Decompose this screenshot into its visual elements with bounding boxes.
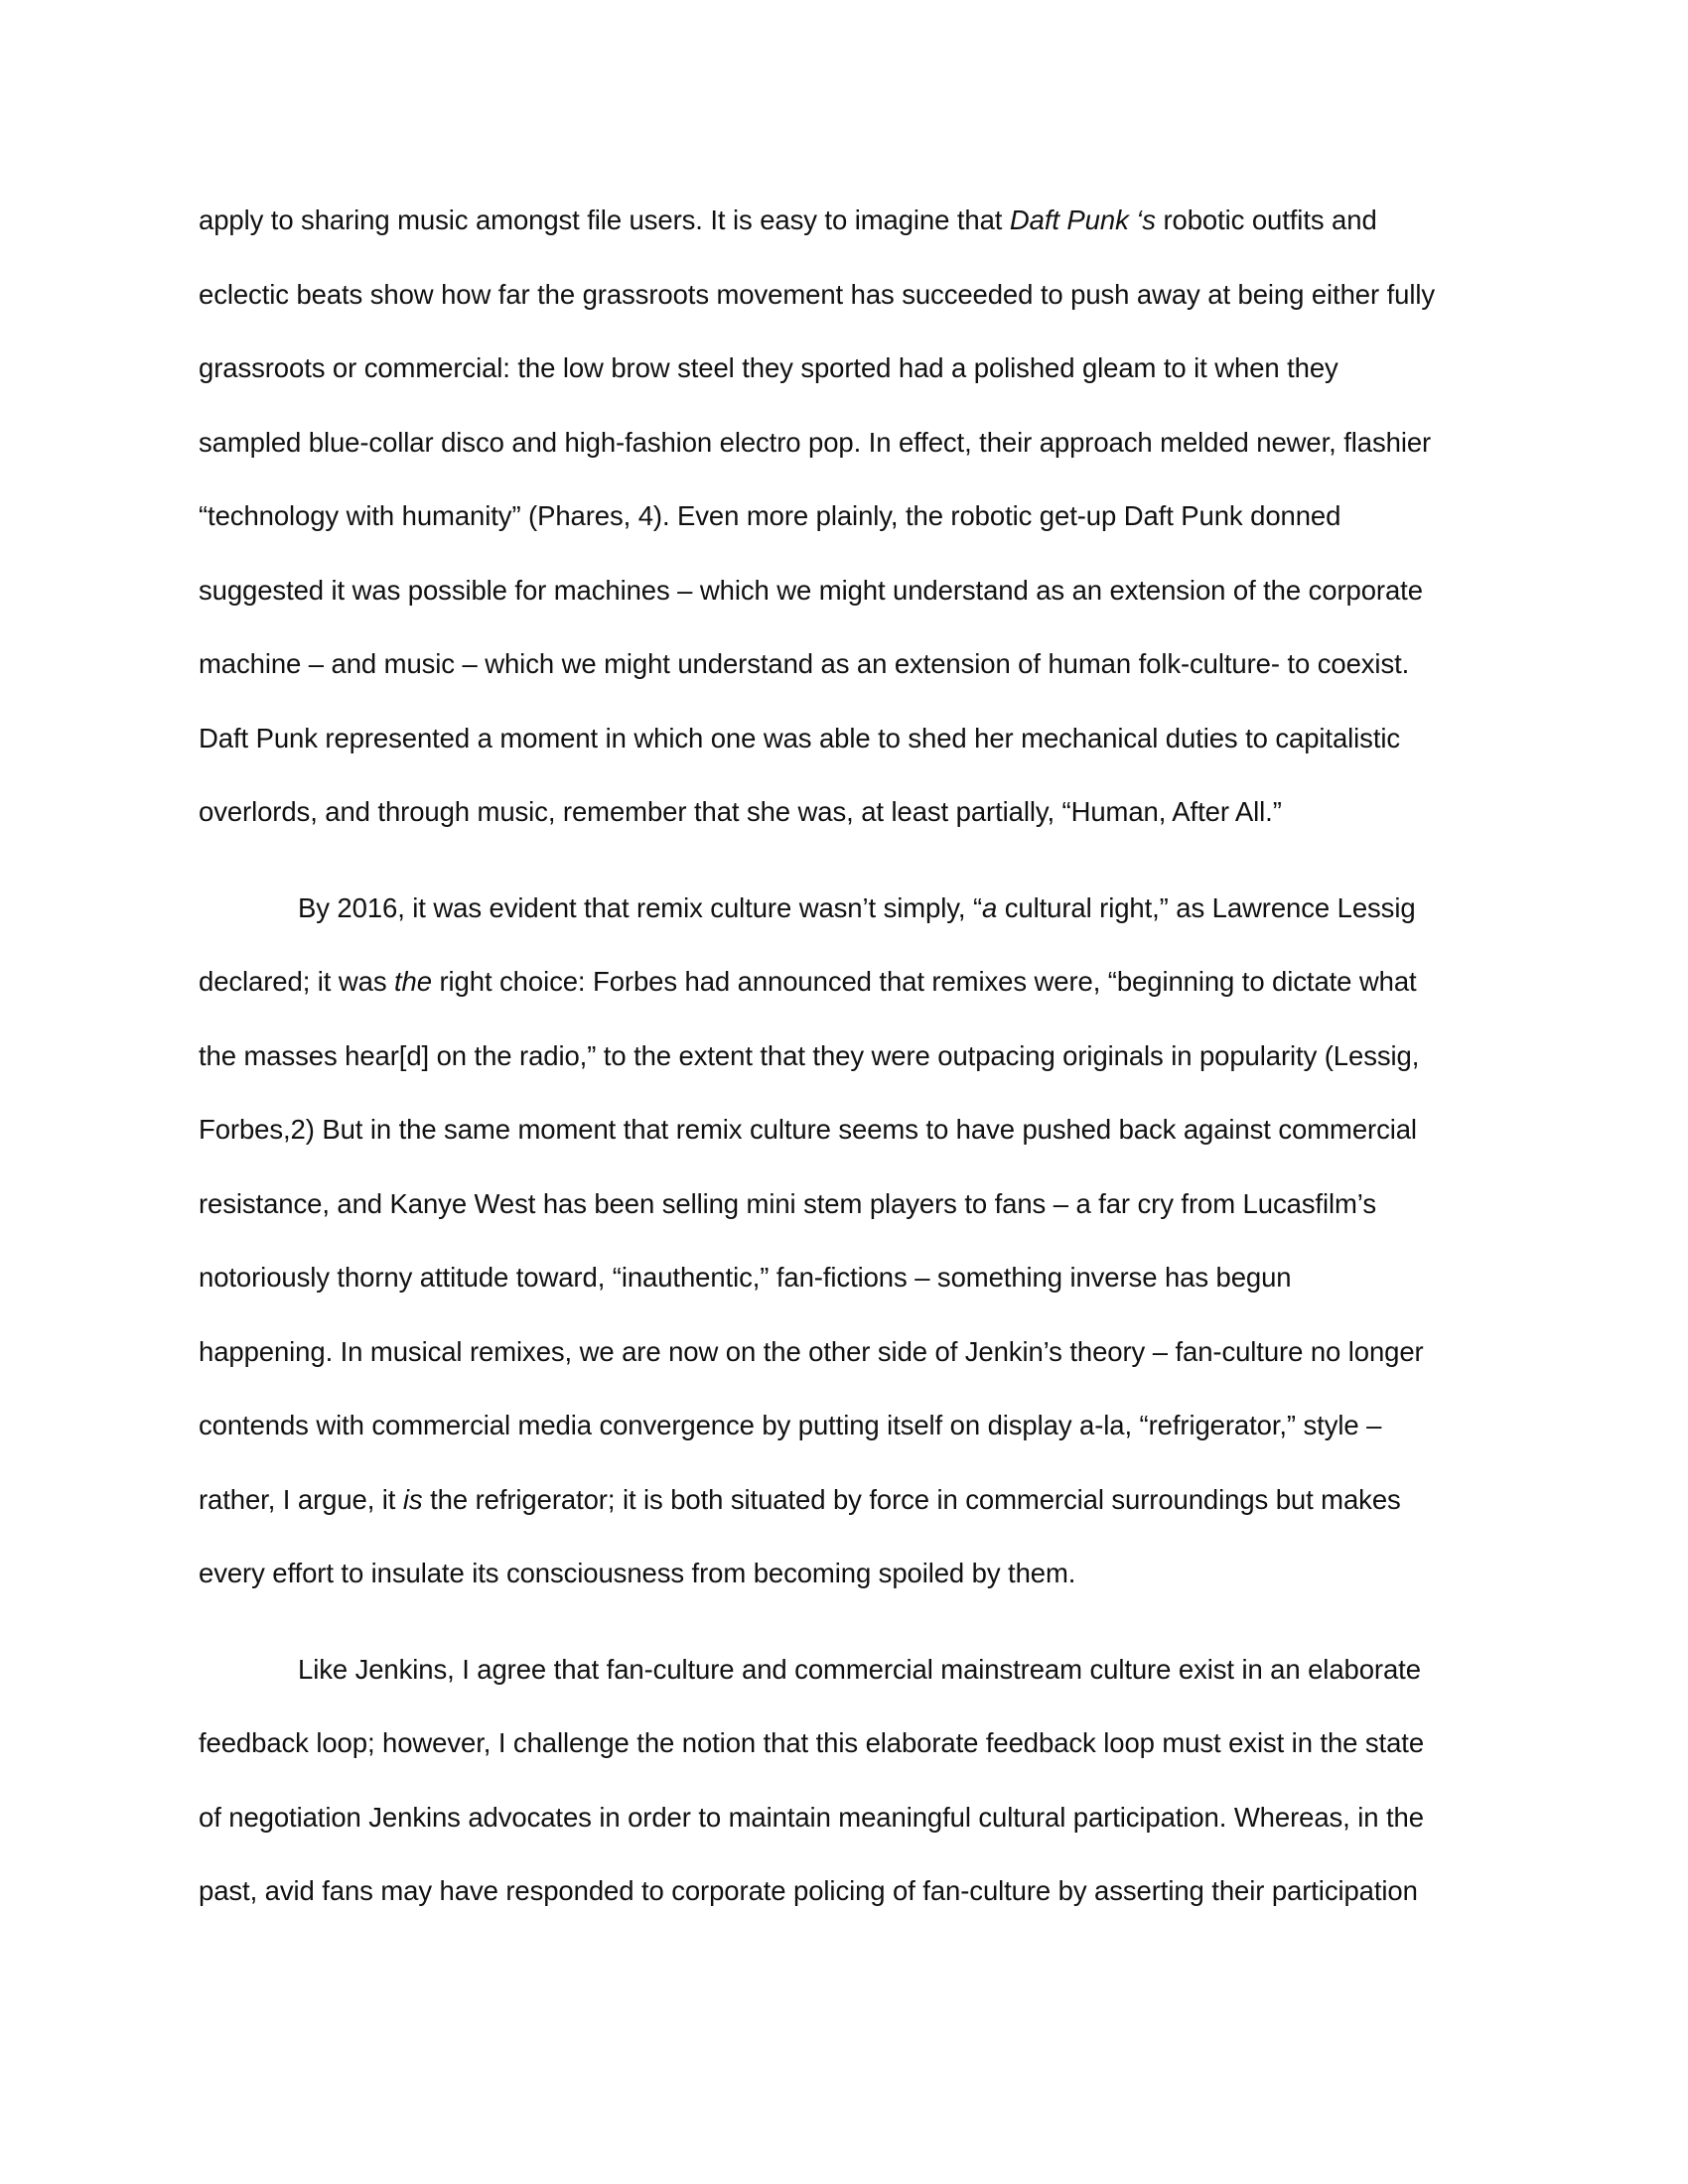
document-body	[199, 184, 1489, 1929]
text-run: rather, I argue, it	[199, 1483, 403, 1515]
italic-text: is	[402, 1483, 423, 1515]
text-run: eclectic beats show how far the grassroots movement has succeeded to push away at being either fully	[199, 278, 1435, 310]
text-line	[199, 1093, 1489, 1167]
text-line	[199, 1633, 1489, 1707]
text-run: machine – and music – which we might understand as an extension of human folk-culture- to coexist.	[199, 648, 1410, 679]
text-run: contends with commercial media convergence by putting itself on display a-la, “refrigerator,” style –	[199, 1410, 1382, 1440]
text-run: “technology with humanity” (Phares, 4). Even more plainly, the robotic get-up Daft Punk donned	[199, 500, 1341, 531]
text-run: overlords, and through music, remember that she was, at least partially, “Human, After All.”	[199, 796, 1282, 827]
text-run: declared; it was	[199, 966, 395, 997]
text-run: every effort to insulate its consciousness from becoming spoiled by them.	[199, 1558, 1076, 1588]
paragraph	[199, 872, 1489, 1611]
text-run: By 2016, it was evident that remix culture wasn’t simply, “	[298, 891, 982, 923]
text-line	[199, 1389, 1489, 1463]
text-line	[199, 1537, 1489, 1611]
text-run: right choice: Forbes had announced that remixes were, “beginning to dictate what	[431, 966, 1417, 997]
paragraph	[199, 1633, 1489, 1929]
text-line	[199, 775, 1489, 850]
text-run: Like Jenkins, I agree that fan-culture and commercial mainstream culture exist in an elaborate	[298, 1653, 1421, 1685]
text-run: apply to sharing music amongst file users. It is easy to imagine that	[199, 205, 1010, 235]
text-line	[199, 1854, 1489, 1929]
text-run: suggested it was possible for machines – which we might understand as an extension of the corporate	[199, 574, 1423, 606]
text-line	[199, 945, 1489, 1020]
text-run: sampled blue-collar disco and high-fashion electro pop. In effect, their approach melded newer, flashier	[199, 426, 1432, 458]
text-line	[199, 1781, 1489, 1855]
text-run: happening. In musical remixes, we are now on the other side of Jenkin’s theory – fan-culture no longer	[199, 1335, 1424, 1367]
text-line	[199, 627, 1489, 702]
text-run: grassroots or commercial: the low brow steel they sported had a polished gleam to it when they	[199, 352, 1338, 383]
text-line	[199, 479, 1489, 554]
text-run: Forbes,2) But in the same moment that remix culture seems to have pushed back against commercial	[199, 1114, 1417, 1145]
text-line	[199, 702, 1489, 776]
italic-text: Daft Punk ‘s	[1009, 205, 1156, 235]
text-line	[199, 1167, 1489, 1242]
paragraph	[199, 184, 1489, 850]
text-run: Daft Punk represented a moment in which one was able to shed her mechanical duties to capitalistic	[199, 722, 1401, 753]
text-run: notoriously thorny attitude toward, “inauthentic,” fan-fictions – something inverse has begun	[199, 1262, 1292, 1293]
text-run: feedback loop; however, I challenge the notion that this elaborate feedback loop must exist in the state	[199, 1727, 1425, 1758]
text-line	[199, 1463, 1489, 1538]
text-run: the refrigerator; it is both situated by force in commercial surroundings but makes	[422, 1483, 1401, 1515]
italic-text: a	[982, 891, 998, 923]
text-line	[199, 1315, 1489, 1390]
text-line	[199, 1241, 1489, 1315]
text-line	[199, 332, 1489, 406]
text-line	[199, 406, 1489, 480]
text-run: of negotiation Jenkins advocates in order to maintain meaningful cultural participation. Whereas, in the	[199, 1801, 1424, 1833]
text-line	[199, 1706, 1489, 1781]
text-line	[199, 872, 1489, 946]
text-run: the masses hear[d] on the radio,” to the extent that they were outpacing originals in popularity (Lessig,	[199, 1039, 1420, 1071]
text-run: past, avid fans may have responded to corporate policing of fan-culture by asserting their participation	[199, 1875, 1418, 1906]
text-run: robotic outfits and	[1155, 205, 1377, 235]
text-line	[199, 554, 1489, 628]
text-line	[199, 258, 1489, 333]
italic-text: the	[394, 966, 432, 997]
text-run: cultural right,” as Lawrence Lessig	[997, 891, 1416, 923]
text-line	[199, 1020, 1489, 1094]
text-line	[199, 184, 1489, 258]
text-run: resistance, and Kanye West has been selling mini stem players to fans – a far cry from Lucasfilm’s	[199, 1187, 1376, 1219]
